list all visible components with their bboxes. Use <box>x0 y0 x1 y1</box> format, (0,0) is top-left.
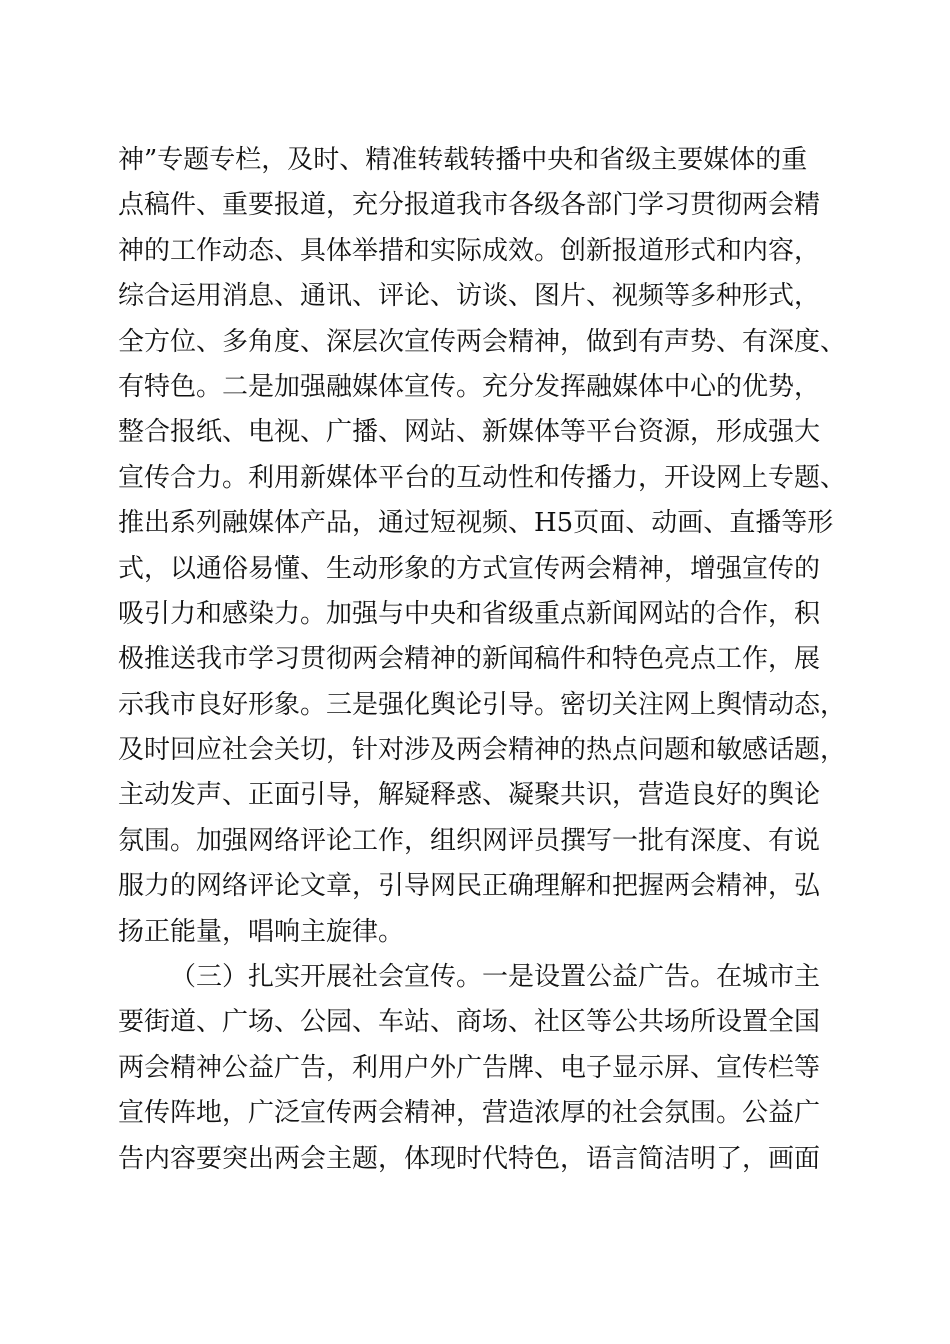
text-line: 有特色。二是加强融媒体宣传。充分发挥融媒体中心的优势， <box>118 371 821 402</box>
text-line: 点稿件、重要报道，充分报道我市各级各部门学习贯彻两会精 <box>118 190 821 221</box>
text-line: 两会精神公益广告，利用户外广告牌、电子显示屏、宣传栏等 <box>118 1052 821 1083</box>
text-line: 服力的网络评论文章，引导网民正确理解和把握两会精神，弘 <box>118 871 821 902</box>
text-line: 吸引力和感染力。加强与中央和省级重点新闻网站的合作，积 <box>118 598 821 629</box>
paragraph-2 <box>118 955 838 1182</box>
text-line: 要街道、广场、公园、车站、商场、社区等公共场所设置全国 <box>118 1007 821 1038</box>
text-line: 整合报纸、电视、广播、网站、新媒体等平台资源，形成强大 <box>118 417 821 448</box>
text-line: 及时回应社会关切，针对涉及两会精神的热点问题和敏感话题， <box>118 735 847 766</box>
text-line-indented: （三）扎实开展社会宣传。一是设置公益广告。在城市主 <box>170 962 821 993</box>
text-line: 神”专题专栏，及时、精准转载转播中央和省级主要媒体的重 <box>118 145 808 175</box>
text-line: 综合运用消息、通讯、评论、访谈、图片、视频等多种形式， <box>118 281 821 312</box>
text-line: 推出系列融媒体产品，通过短视频、H5页面、动画、直播等形 <box>118 508 834 539</box>
paragraph-1 <box>118 138 847 955</box>
body-text <box>118 138 847 1182</box>
text-line: 全方位、多角度、深层次宣传两会精神，做到有声势、有深度、 <box>118 326 847 357</box>
text-line: 扬正能量，唱响主旋律。 <box>118 916 405 947</box>
text-line: 神的工作动态、具体举措和实际成效。创新报道形式和内容， <box>118 235 821 266</box>
text-line: 主动发声、正面引导，解疑释惑、凝聚共识，营造良好的舆论 <box>118 780 821 811</box>
text-line: 告内容要突出两会主题，体现时代特色，语言简洁明了，画面 <box>118 1143 821 1174</box>
text-line: 氛围。加强网络评论工作，组织网评员撰写一批有深度、有说 <box>118 825 821 856</box>
text-line: 式，以通俗易懂、生动形象的方式宣传两会精神，增强宣传的 <box>118 553 821 584</box>
text-line: 宣传合力。利用新媒体平台的互动性和传播力，开设网上专题、 <box>118 462 847 493</box>
text-line: 极推送我市学习贯彻两会精神的新闻稿件和特色亮点工作，展 <box>118 644 821 675</box>
text-line: 宣传阵地，广泛宣传两会精神，营造浓厚的社会氛围。公益广 <box>118 1098 821 1129</box>
text-line: 示我市良好形象。三是强化舆论引导。密切关注网上舆情动态， <box>118 689 847 720</box>
